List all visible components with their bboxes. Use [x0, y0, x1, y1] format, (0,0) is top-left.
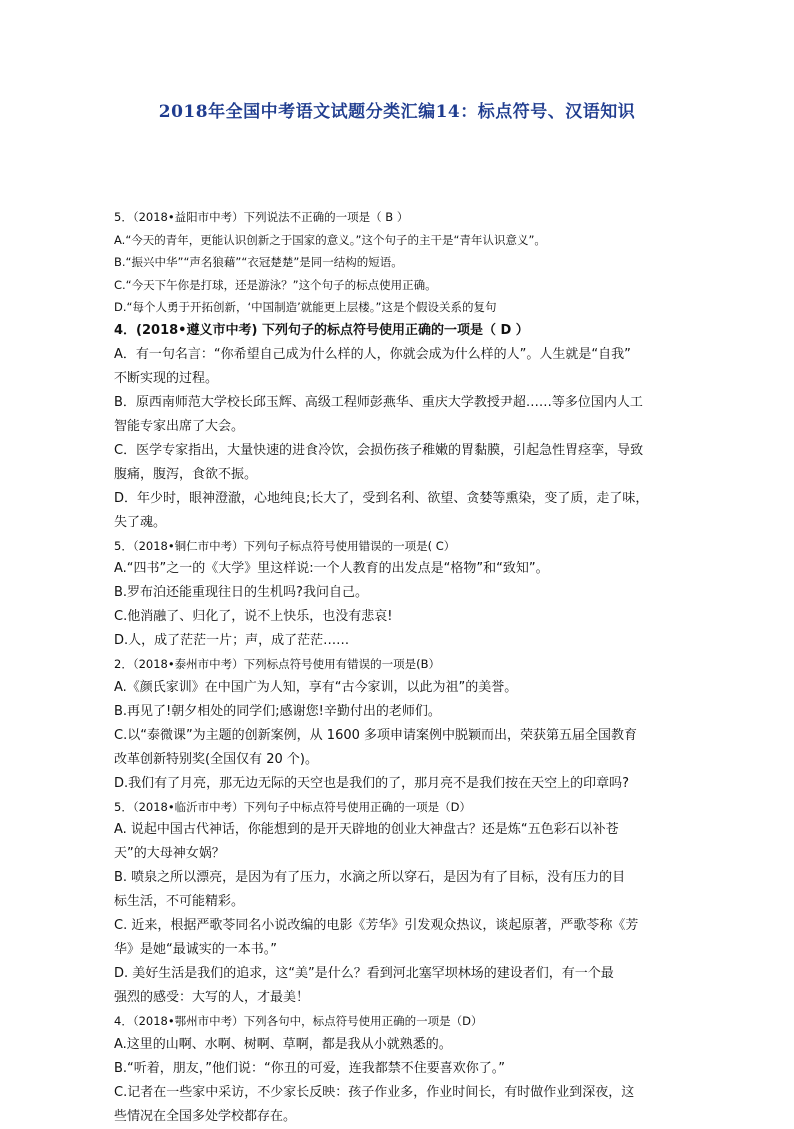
question-block	[114, 653, 684, 796]
question-stem: 5．（2018•铜仁市中考）下列句子标点符号使用错误的一项是( C）	[114, 538, 456, 553]
question-stem: 5．（2018•益阳市中考）下列说法不正确的一项是（ B ）	[114, 210, 409, 224]
option-line: A.“四书”之一的《大学》里这样说:一个人教育的出发点是“格物”和“致知”。	[114, 561, 549, 576]
option-line: 失了魂。	[114, 514, 167, 530]
option-line: A.这里的山啊、水啊、树啊、草啊，都是我从小就熟悉的。	[114, 1036, 452, 1052]
option-line: 强烈的感受：大写的人，才最美！	[114, 990, 310, 1005]
question-block	[114, 1010, 684, 1129]
option-line: A.“今天的青年，更能认识创新之于国家的意义。”这个句子的主干是“青年认识意义”。	[114, 232, 546, 247]
option-line: 天”的大母神女娲？	[114, 846, 225, 861]
option-line: C．医学专家指出，大量快速的进食冷饮，会损伤孩子稚嫩的胃黏膜，引起急性胃痉挛，导致	[114, 442, 644, 458]
page-title: 2018年全国中考语文试题分类汇编14：标点符号、汉语知识	[158, 102, 636, 122]
option-line: A.《颜氏家训》在中国广为人知，享有“古今家训，以此为祖”的美誉。	[114, 679, 518, 695]
option-line: 些情况在全国多处学校都存在。	[114, 1108, 297, 1124]
option-line: D.“每个人勇于开拓创新，‘中国制造’就能更上层楼。”这是个假设关系的复句	[114, 300, 497, 314]
question-stem: 5．（2018•临沂市中考）下列句子中标点符号使用正确的一项是（D）	[114, 799, 471, 814]
option-line: A．有一句名言：“你希望自己成为什么样的人，你就会成为什么样的人”。人生就是“自我”	[114, 346, 631, 362]
option-line: C.记者在一些家中采访，不少家长反映：孩子作业多，作业时间长，有时做作业到深夜，这	[114, 1084, 635, 1100]
option-line: A. 说起中国古代神话，你能想到的是开天辟地的创业大神盘古？还是炼“五色彩石以补苍	[114, 822, 619, 837]
option-line: 腹痛，腹泻，食欲不振。	[114, 466, 258, 482]
option-line: 智能专家出席了大会。	[114, 418, 245, 434]
question-stem: 4．（2018•鄂州市中考）下列各句中，标点符号使用正确的一项是（D）	[114, 1014, 483, 1028]
option-line: B. 喷泉之所以漂亮，是因为有了压力，水滴之所以穿石，是因为有了目标，没有压力的目	[114, 870, 626, 885]
question-block	[114, 206, 684, 319]
option-line: B.“听着，朋友，”他们说：“你丑的可爱，连我都禁不住要喜欢你了。”	[114, 1060, 505, 1076]
option-line: C.他消融了、归化了，说不上快乐，也没有悲哀!	[114, 609, 393, 624]
option-line: B．原西南师范大学校长邱玉辉、高级工程师彭燕华、重庆大学教授尹超……等多位国内人工	[114, 394, 643, 410]
question-list	[114, 206, 684, 1129]
question-block	[114, 319, 684, 535]
option-line: D. 美好生活是我们的追求，这“美”是什么？看到河北塞罕坝林场的建设者们，有一个最	[114, 966, 614, 981]
option-line: D.人，成了茫茫一片；声，成了茫茫……	[114, 633, 350, 648]
option-line: D．年少时，眼神澄澈，心地纯良;长大了，受到名利、欲望、贪婪等熏染，变了质，走了味，	[114, 490, 649, 506]
option-line: 华》是她“最诚实的一本书。”	[114, 942, 277, 957]
question-block	[114, 796, 684, 1011]
option-line: C.“今天下午你是打球，还是游泳？”这个句子的标点使用正确。	[114, 277, 437, 292]
question-stem: 4．(2018•遵义市中考) 下列句子的标点符号使用正确的一项是（ D ）	[114, 322, 529, 338]
option-line: 改革创新特别奖(全国仅有 20 个)。	[114, 751, 318, 767]
option-line: 不断实现的过程。	[114, 370, 219, 386]
option-line: C. 近来，根据严歌苓同名小说改编的电影《芳华》引发观众热议，谈起原著，严歌苓称《芳	[114, 918, 639, 933]
option-line: B.“振兴中华”“声名狼藉”“衣冠楚楚”是同一结构的短语。	[114, 255, 403, 269]
option-line: C.以“泰微课”为主题的创新案例，从 1600 多项申请案例中脱颖而出，荣获第五届全国教育	[114, 727, 638, 743]
option-line: 标生活，不可能精彩。	[114, 894, 245, 909]
question-stem: 2．（2018•泰州市中考）下列标点符号使用有错误的一项是(B）	[114, 657, 440, 671]
option-line: B.再见了!朝夕相处的同学们;感谢您!辛勤付出的老师们。	[114, 703, 441, 719]
option-line: D.我们有了月亮，那无边无际的天空也是我们的了，那月亮不是我们按在天空上的印章吗?	[114, 775, 630, 791]
option-line: B.罗布泊还能重现往日的生机吗?我问自己。	[114, 585, 368, 600]
question-block	[114, 535, 684, 654]
